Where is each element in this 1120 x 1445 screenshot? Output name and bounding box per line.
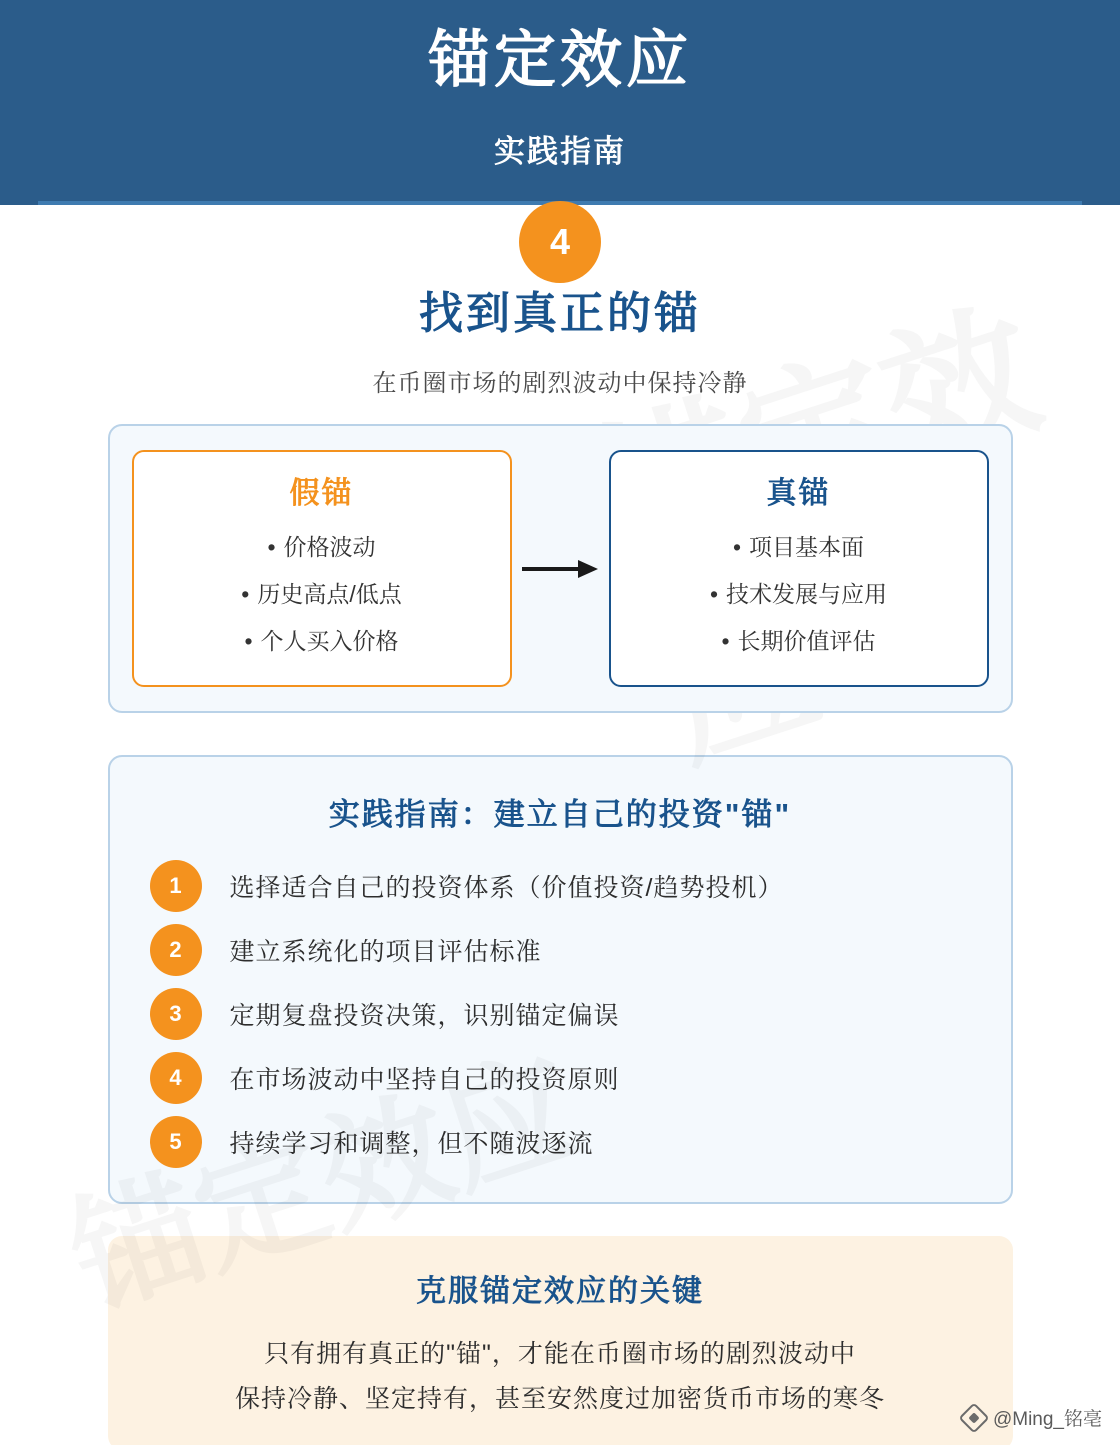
real-anchor-title: 真锚	[766, 477, 831, 510]
diamond-logo-icon	[958, 1402, 989, 1433]
key-takeaway-title: 克服锚定效应的关键	[416, 1275, 704, 1308]
key-takeaway-line: 保持冷静、坚定持有，甚至安然度过加密货币市场的寒冬	[234, 1385, 885, 1413]
watermark-label: @Ming_铭亳	[992, 1409, 1102, 1430]
key-takeaway-line: 只有拥有真正的"锚"，才能在币圈市场的剧烈波动中	[264, 1340, 856, 1368]
real-anchor-item: • 长期价值评估	[621, 618, 977, 665]
page-header	[0, 0, 1120, 205]
guide-list-item	[150, 860, 971, 912]
watermark	[963, 1404, 1102, 1431]
step-number-badge: 4	[519, 201, 601, 283]
fake-anchor-item: • 个人买入价格	[144, 618, 500, 665]
guide-item-number: 2	[150, 924, 202, 976]
guide-list-item	[150, 988, 971, 1040]
guide-item-text: 在市场波动中坚持自己的投资原则	[229, 1066, 620, 1094]
practice-guide-panel	[108, 755, 1013, 1204]
page-subtitle: 实践指南	[494, 134, 626, 169]
guide-item-number: 5	[150, 1116, 202, 1168]
fake-anchor-item: • 历史高点/低点	[144, 571, 500, 618]
guide-item-number: 1	[150, 860, 202, 912]
guide-list-item	[150, 924, 971, 976]
real-anchor-item: • 项目基本面	[621, 524, 977, 571]
fake-anchor-card	[132, 450, 512, 687]
guide-list-item	[150, 1052, 971, 1104]
real-anchor-item: • 技术发展与应用	[621, 571, 977, 618]
guide-item-text: 建立系统化的项目评估标准	[229, 938, 542, 966]
guide-item-number: 4	[150, 1052, 202, 1104]
arrow-right-icon	[515, 450, 605, 687]
page-title: 锚定效应	[427, 26, 692, 95]
practice-guide-title: 实践指南：建立自己的投资"锚"	[328, 797, 792, 832]
guide-item-text: 持续学习和调整，但不随波逐流	[229, 1130, 594, 1158]
key-takeaway-panel	[108, 1236, 1013, 1445]
step-title: 找到真正的锚	[419, 289, 701, 338]
fake-anchor-item: • 价格波动	[144, 524, 500, 571]
step-badge-container	[0, 201, 1120, 283]
guide-list-item	[150, 1116, 971, 1168]
guide-item-number: 3	[150, 988, 202, 1040]
fake-anchor-title: 假锚	[289, 477, 354, 510]
real-anchor-card	[609, 450, 989, 687]
guide-item-text: 选择适合自己的投资体系（价值投资/趋势投机）	[229, 874, 784, 902]
step-description: 在币圈市场的剧烈波动中保持冷静	[372, 370, 748, 397]
anchor-comparison-panel	[108, 424, 1013, 713]
guide-item-text: 定期复盘投资决策，识别锚定偏误	[229, 1002, 620, 1030]
